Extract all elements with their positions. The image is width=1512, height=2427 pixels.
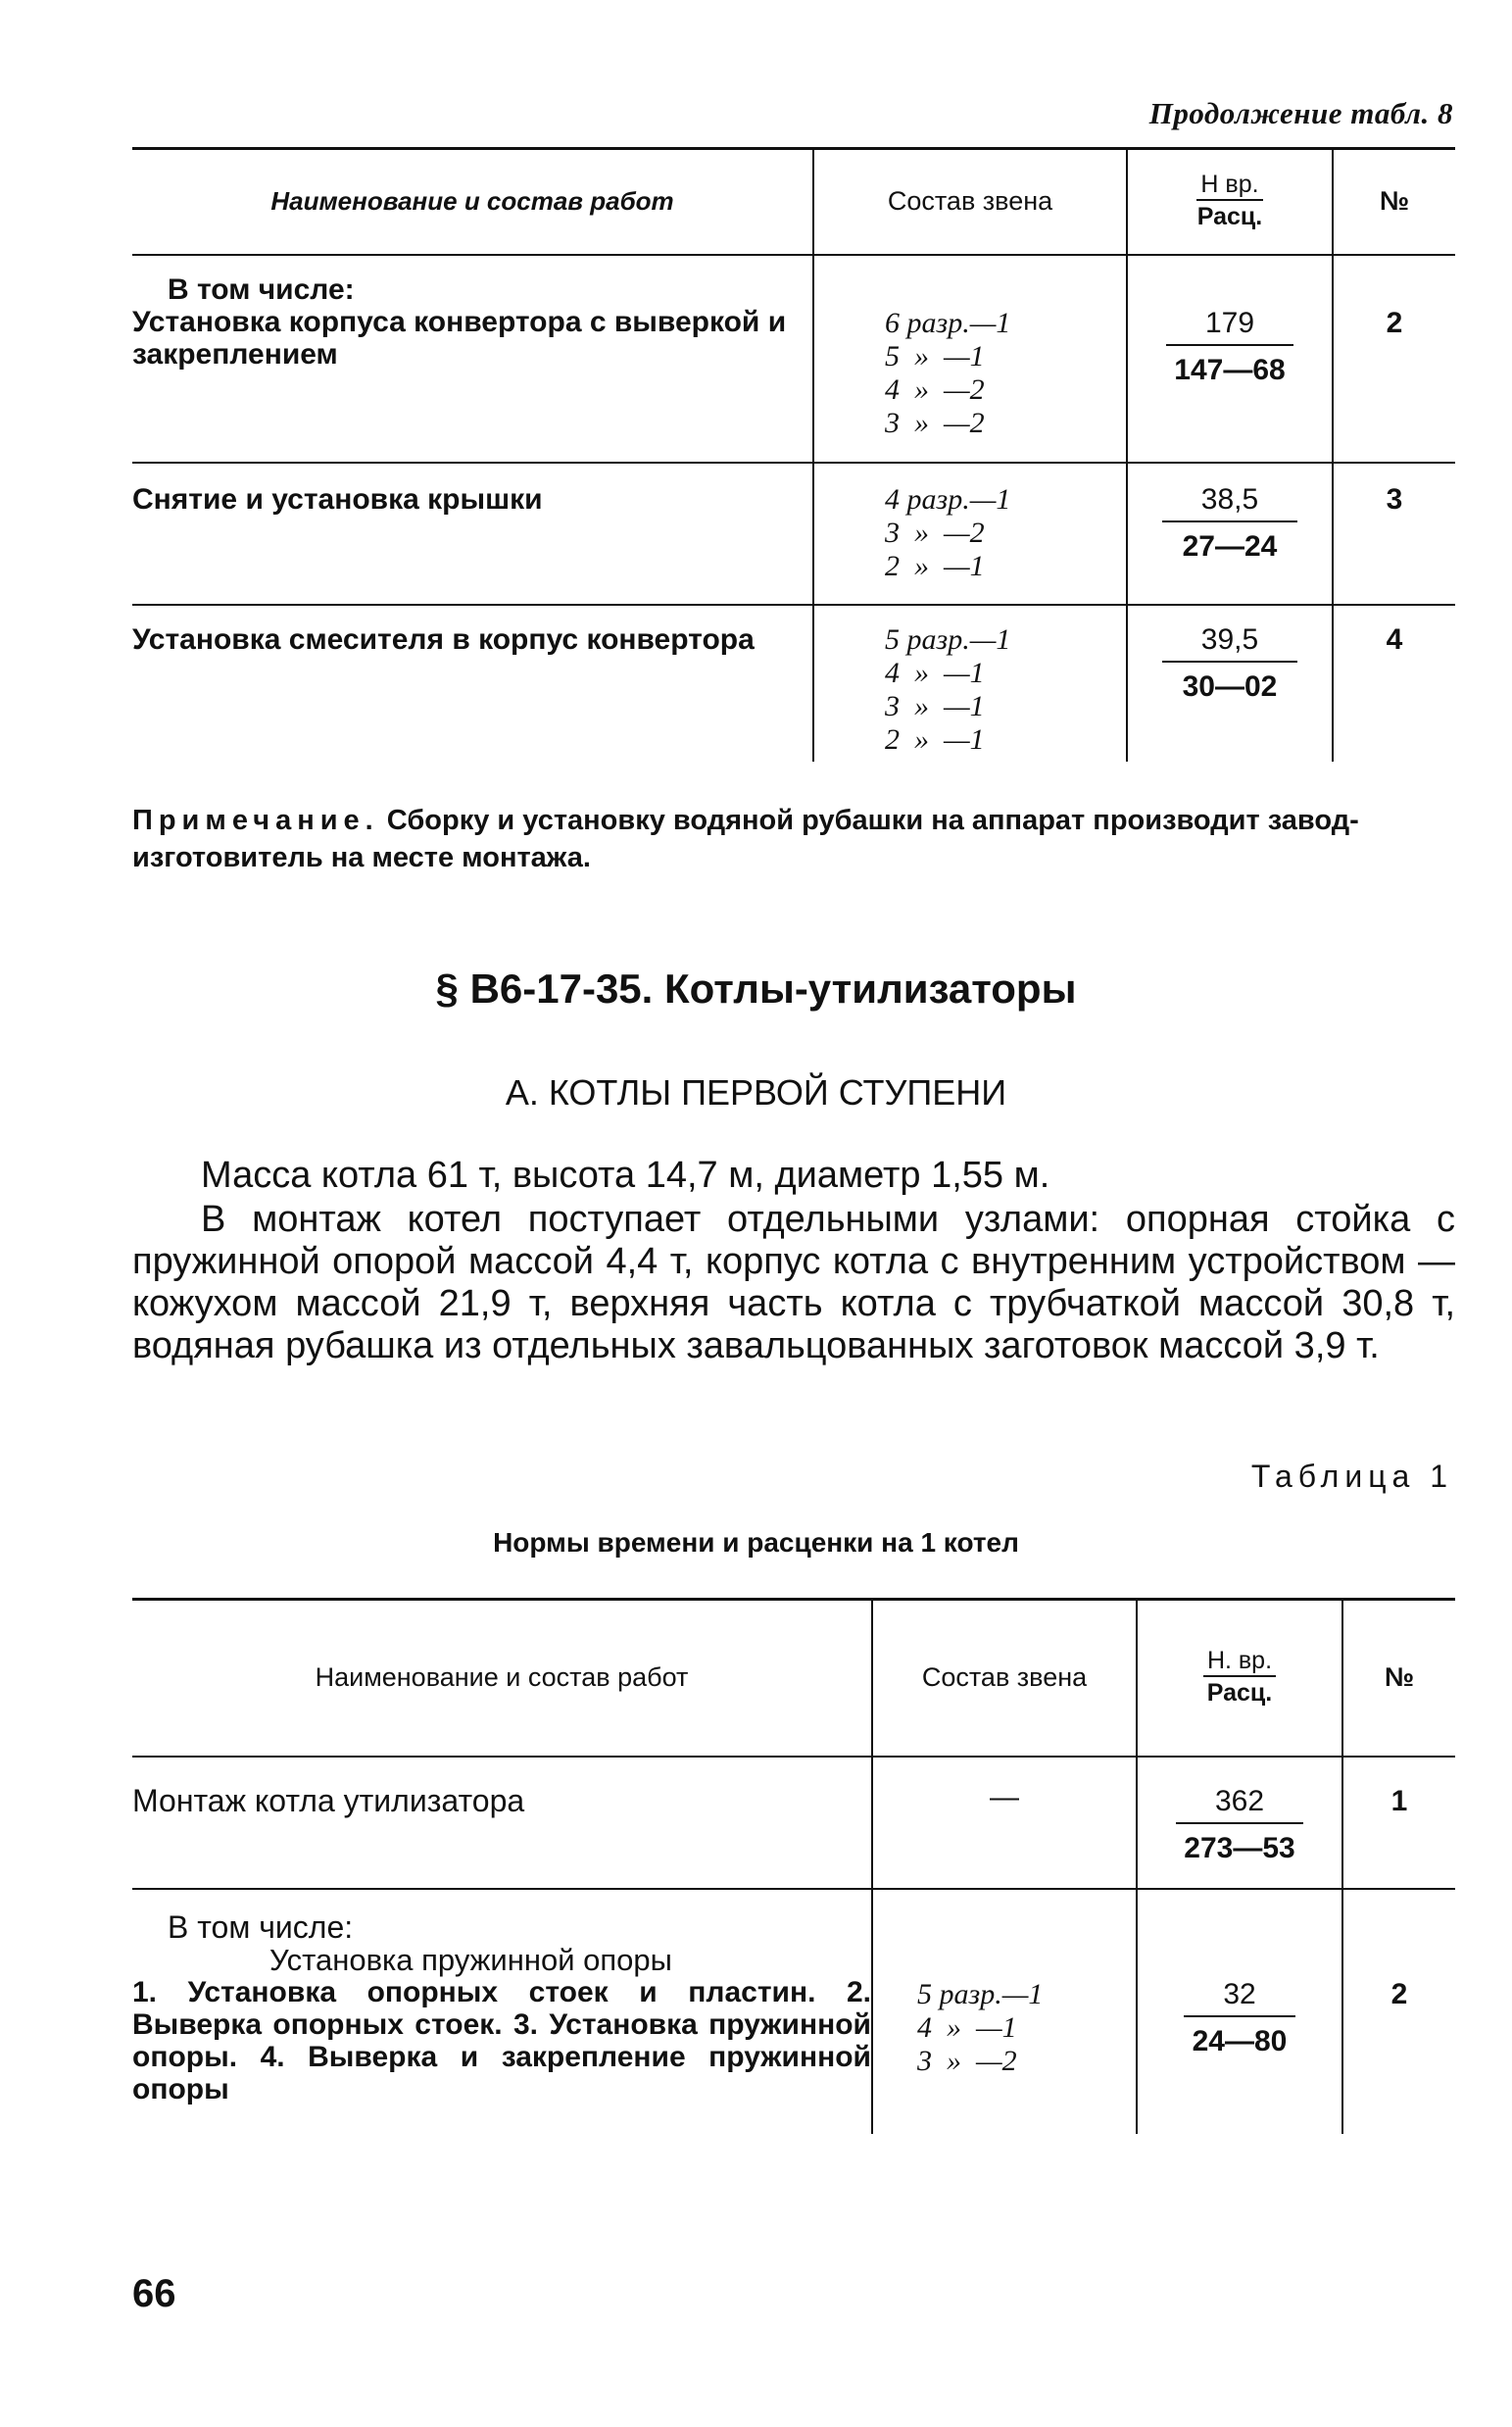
table-note [132,802,1455,876]
table-row [132,1889,1455,2134]
norm-time: 32 [1184,1978,1294,2017]
header-norm-time: Н вр. [1196,173,1262,201]
work-description: Снятие и установка крышки [132,482,543,516]
header-crew: Состав звена [872,1600,1137,1757]
crew-composition: 5 разр.—1 4 » —1 3 » —2 [917,1977,1044,2077]
header-number: № [1384,1662,1415,1693]
row-number: 2 [1390,1977,1408,2010]
work-cell [132,1757,872,1889]
paragraph-delivery: В монтаж котел поступает отдельными узлами: опорная стойка с пружинной опорой массой 4,4 т, корпус котла с внутренним устройством — кожухом массой 21,9 т, верхняя часть котла с трубчаткой массой 30,8 т, водяная рубашка из отдельных завальцованных заготовок массой 3,9 т. [132,1199,1455,1366]
work-description: Установка смесителя в корпус конвертора [132,622,755,656]
rate: 147—68 [1174,353,1286,386]
work-cell [132,605,813,762]
header-norm [1127,149,1333,255]
norm-cell [1137,1757,1342,1889]
work-description: 1. Установка опорных стоек и пластин. 2. Выверка опорных стоек. 3. Установка пружинной опоры. 4. Выверка и закрепление пружинной опоры [132,1975,871,2105]
norms-table-1 [132,1598,1455,2134]
continuation-label: Продолжение табл. 8 [1148,96,1453,130]
row-number: 4 [1386,622,1403,656]
norm-time: 362 [1176,1785,1303,1824]
rate: 27—24 [1182,529,1278,563]
rate: 273—53 [1184,1831,1295,1864]
note-lead: Примечание. [132,805,379,836]
rate: 24—80 [1192,2024,1288,2057]
rate: 30—02 [1182,669,1278,703]
row-number: 2 [1386,306,1403,339]
crew-composition: 6 разр.—1 5 » —1 4 » —2 3 » —2 [885,306,1011,439]
work-subtitle: Установка пружинной опоры [269,1942,672,1977]
work-intro: В том числе: [168,1908,354,1945]
norm-cell [1127,605,1333,762]
crew-cell [872,1757,1137,1889]
row-number: 3 [1386,482,1403,516]
table-label: Таблица 1 [1250,1459,1453,1494]
table-row [132,463,1455,605]
header-number: № [1379,186,1410,217]
work-description: Монтаж котла утилизатора [132,1782,525,1818]
work-cell [132,255,813,463]
work-cell [132,1889,872,2134]
work-cell [132,463,813,605]
subsection-title: А. КОТЛЫ ПЕРВОЙ СТУПЕНИ [505,1072,1007,1113]
header-rate: Расц. [1206,1678,1273,1707]
crew-composition: — [990,1780,1019,1813]
norms-table-continued [132,147,1455,762]
norm-cell [1127,255,1333,463]
crew-cell [813,463,1127,605]
norm-time: 39,5 [1162,623,1297,663]
paragraph-mass: Масса котла 61 т, высота 14,7 м, диаметр 1,55 м. [201,1155,1050,1196]
crew-composition: 4 разр.—1 3 » —2 2 » —1 [885,482,1011,582]
crew-cell [813,605,1127,762]
header-work: Наименование и состав работ [132,149,813,255]
header-crew: Состав звена [813,149,1127,255]
table-caption: Нормы времени и расценки на 1 котел [493,1527,1019,1558]
section-title: § В6-17-35. Котлы-утилизаторы [435,966,1077,1012]
norm-cell [1127,463,1333,605]
crew-composition: 5 разр.—1 4 » —1 3 » —1 2 » —1 [885,622,1011,756]
header-work: Наименование и состав работ [132,1600,872,1757]
header-norm [1137,1600,1342,1757]
table-row [132,255,1455,463]
table-row [132,605,1455,762]
note-text: Сборку и установку водяной рубашки на аппарат производит завод-изготовитель на месте монтажа. [132,805,1359,873]
page-number: 66 [132,2272,176,2315]
norm-time: 179 [1166,307,1293,346]
crew-cell [872,1889,1137,2134]
norm-time: 38,5 [1162,483,1297,522]
row-number: 1 [1390,1784,1408,1817]
norm-cell [1137,1889,1342,2134]
table-row [132,1757,1455,1889]
header-rate: Расц. [1196,202,1263,230]
crew-cell [813,255,1127,463]
work-description: Установка корпуса конвертора с выверкой и закреплением [132,305,787,371]
work-intro: В том числе: [168,272,355,306]
header-norm-time: Н. вр. [1203,1649,1276,1677]
